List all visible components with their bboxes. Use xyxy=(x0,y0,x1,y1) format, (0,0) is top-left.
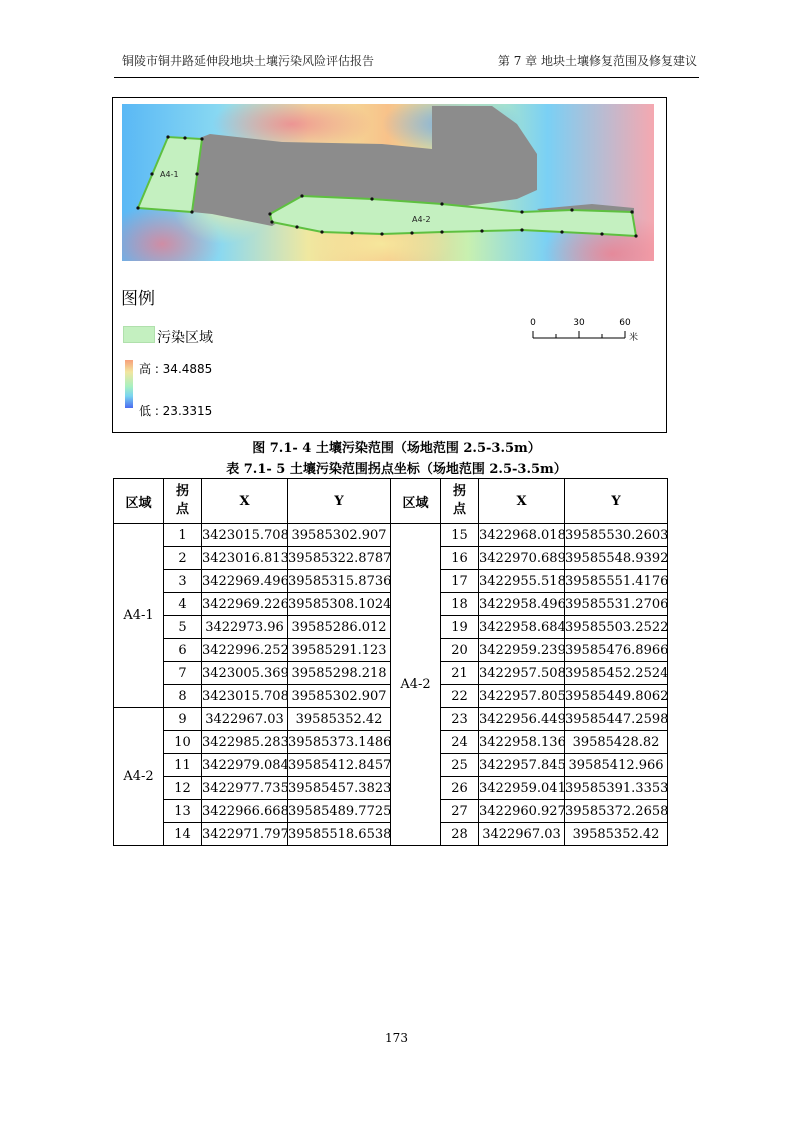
y-cell: 39585457.3823 xyxy=(288,777,391,800)
x-cell: 3422968.018 xyxy=(479,524,565,547)
scale-tick-0: 0 xyxy=(530,318,536,328)
contamination-map xyxy=(122,104,654,261)
y-cell: 39585489.7725 xyxy=(288,800,391,823)
vertex-cell: 18 xyxy=(441,593,479,616)
zone-label-a4-2: A4-2 xyxy=(412,215,431,224)
vertex-cell: 13 xyxy=(164,800,202,823)
table-row xyxy=(114,524,668,547)
x-cell: 3422967.03 xyxy=(202,708,288,731)
coordinates-table xyxy=(113,478,668,846)
vertex-cell: 11 xyxy=(164,754,202,777)
figure-caption: 图 7.1- 4 土壤污染范围（场地范围 2.5-3.5m） xyxy=(252,441,541,456)
y-cell: 39585308.1024 xyxy=(288,593,391,616)
vertex-cell: 24 xyxy=(441,731,479,754)
table-header-row xyxy=(114,479,668,524)
vertex-cell: 27 xyxy=(441,800,479,823)
x-cell: 3422979.084 xyxy=(202,754,288,777)
legend-title: 图例 xyxy=(121,289,155,309)
y-cell: 39585286.012 xyxy=(288,616,391,639)
x-cell: 3422969.226 xyxy=(202,593,288,616)
y-cell: 39585372.2658 xyxy=(565,800,668,823)
zone-label-a4-1: A4-1 xyxy=(160,170,179,179)
vertex-cell: 22 xyxy=(441,685,479,708)
page-header-right: 第 7 章 地块土壤修复范围及修复建议 xyxy=(497,54,697,68)
x-cell: 3422971.797 xyxy=(202,823,288,846)
y-cell: 39585391.3353 xyxy=(565,777,668,800)
x-cell: 3422957.845 xyxy=(479,754,565,777)
x-cell: 3422996.252 xyxy=(202,639,288,662)
table-caption: 表 7.1- 5 土壤污染范围拐点坐标（场地范围 2.5-3.5m） xyxy=(226,462,567,477)
legend-low-value: 低 : 23.3315 xyxy=(139,404,213,418)
x-cell: 3422959.239 xyxy=(479,639,565,662)
header-y: Y xyxy=(565,479,668,524)
x-cell: 3422958.496 xyxy=(479,593,565,616)
legend-polygon-swatch xyxy=(123,326,155,343)
vertex-cell: 21 xyxy=(441,662,479,685)
x-cell: 3422966.668 xyxy=(202,800,288,823)
vertex-cell: 6 xyxy=(164,639,202,662)
vertex-cell: 9 xyxy=(164,708,202,731)
header-y: Y xyxy=(288,479,391,524)
vertex-cell: 23 xyxy=(441,708,479,731)
vertex-cell: 12 xyxy=(164,777,202,800)
scale-tick-30: 30 xyxy=(573,318,585,328)
vertex-cell: 1 xyxy=(164,524,202,547)
vertex-cell: 26 xyxy=(441,777,479,800)
y-cell: 39585298.218 xyxy=(288,662,391,685)
vertex-cell: 10 xyxy=(164,731,202,754)
x-cell: 3422958.684 xyxy=(479,616,565,639)
x-cell: 3422956.449 xyxy=(479,708,565,731)
y-cell: 39585302.907 xyxy=(288,524,391,547)
scale-unit: 米 xyxy=(629,333,639,343)
y-cell: 39585476.8966 xyxy=(565,639,668,662)
area-cell: A4-2 xyxy=(114,708,164,846)
page-header-left: 铜陵市铜井路延伸段地块土壤污染风险评估报告 xyxy=(122,54,375,68)
vertex-cell: 3 xyxy=(164,570,202,593)
header-area: 区域 xyxy=(391,479,441,524)
area-cell: A4-1 xyxy=(114,524,164,708)
legend-color-ramp xyxy=(125,360,133,408)
y-cell: 39585447.2598 xyxy=(565,708,668,731)
vertex-cell: 14 xyxy=(164,823,202,846)
y-cell: 39585449.8062 xyxy=(565,685,668,708)
y-cell: 39585428.82 xyxy=(565,731,668,754)
vertex-cell: 16 xyxy=(441,547,479,570)
x-cell: 3423015.708 xyxy=(202,524,288,547)
x-cell: 3422960.927 xyxy=(479,800,565,823)
y-cell: 39585352.42 xyxy=(565,823,668,846)
vertex-cell: 8 xyxy=(164,685,202,708)
scale-tick-60: 60 xyxy=(619,318,631,328)
vertex-cell: 4 xyxy=(164,593,202,616)
y-cell: 39585452.2524 xyxy=(565,662,668,685)
area-cell: A4-2 xyxy=(391,524,441,846)
y-cell: 39585518.6538 xyxy=(288,823,391,846)
vertex-cell: 20 xyxy=(441,639,479,662)
vertex-cell: 5 xyxy=(164,616,202,639)
y-cell: 39585531.2706 xyxy=(565,593,668,616)
vertex-cell: 17 xyxy=(441,570,479,593)
y-cell: 39585530.2603 xyxy=(565,524,668,547)
y-cell: 39585315.8736 xyxy=(288,570,391,593)
x-cell: 3423005.369 xyxy=(202,662,288,685)
header-x: X xyxy=(202,479,288,524)
x-cell: 3423016.813 xyxy=(202,547,288,570)
page-number: 173 xyxy=(385,1031,408,1045)
x-cell: 3422955.518 xyxy=(479,570,565,593)
y-cell: 39585373.1486 xyxy=(288,731,391,754)
y-cell: 39585503.2522 xyxy=(565,616,668,639)
header-vertex: 拐点 xyxy=(164,479,202,524)
vertex-cell: 15 xyxy=(441,524,479,547)
legend-polygon-label: 污染区域 xyxy=(157,330,213,346)
y-cell: 39585322.8787 xyxy=(288,547,391,570)
x-cell: 3422985.283 xyxy=(202,731,288,754)
x-cell: 3422957.508 xyxy=(479,662,565,685)
y-cell: 39585412.8457 xyxy=(288,754,391,777)
y-cell: 39585412.966 xyxy=(565,754,668,777)
header-vertex: 拐点 xyxy=(441,479,479,524)
header-rule xyxy=(114,77,699,78)
x-cell: 3422967.03 xyxy=(479,823,565,846)
vertex-cell: 19 xyxy=(441,616,479,639)
vertex-cell: 2 xyxy=(164,547,202,570)
vertex-cell: 7 xyxy=(164,662,202,685)
figure-frame xyxy=(112,97,667,433)
x-cell: 3422959.041 xyxy=(479,777,565,800)
vertex-cell: 28 xyxy=(441,823,479,846)
x-cell: 3423015.708 xyxy=(202,685,288,708)
vertex-cell: 25 xyxy=(441,754,479,777)
x-cell: 3422977.735 xyxy=(202,777,288,800)
x-cell: 3422958.136 xyxy=(479,731,565,754)
y-cell: 39585291.123 xyxy=(288,639,391,662)
scale-bar xyxy=(525,316,645,346)
x-cell: 3422969.496 xyxy=(202,570,288,593)
y-cell: 39585352.42 xyxy=(288,708,391,731)
header-x: X xyxy=(479,479,565,524)
x-cell: 3422957.805 xyxy=(479,685,565,708)
header-area: 区域 xyxy=(114,479,164,524)
y-cell: 39585551.4176 xyxy=(565,570,668,593)
x-cell: 3422970.689 xyxy=(479,547,565,570)
x-cell: 3422973.96 xyxy=(202,616,288,639)
legend-high-value: 高 : 34.4885 xyxy=(139,362,213,376)
y-cell: 39585302.907 xyxy=(288,685,391,708)
y-cell: 39585548.9392 xyxy=(565,547,668,570)
